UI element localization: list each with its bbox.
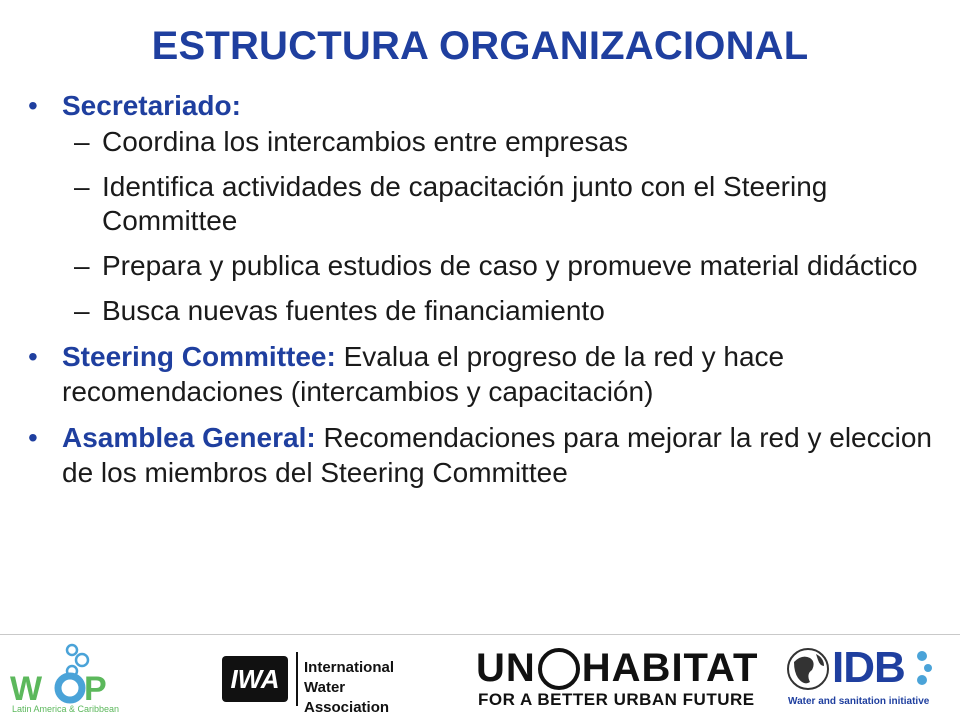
bullet-dot: • bbox=[28, 422, 38, 453]
bullet-secretariado bbox=[28, 88, 940, 328]
bullet-lead: Steering Committee: bbox=[62, 341, 336, 372]
iwa-line2: Water Association bbox=[304, 679, 390, 716]
un-globe-icon bbox=[538, 648, 580, 690]
bullet-dot: • bbox=[28, 90, 38, 121]
svg-text:P: P bbox=[84, 670, 107, 708]
globe-icon bbox=[786, 644, 830, 694]
idb-logo bbox=[786, 642, 936, 714]
sub-item: – Prepara y publica estudios de caso y promueve material didáctico bbox=[74, 250, 918, 281]
sub-list bbox=[62, 125, 940, 328]
bullet-text: Evalua el progreso de la red y hace recomendaciones (intercambios y capacitación) bbox=[62, 341, 785, 407]
slide-title: ESTRUCTURA ORGANIZACIONAL bbox=[151, 24, 809, 68]
un-text: UN bbox=[476, 646, 536, 690]
bullet-lead: Asamblea General: bbox=[62, 422, 316, 453]
iwa-line1: International bbox=[304, 659, 395, 676]
bullet-text: Recomendaciones para mejorar la red y eleccion de los miembros del Steering Committee bbox=[62, 422, 932, 488]
idb-tagline: Water and sanitation initiative bbox=[788, 696, 930, 707]
slide-content bbox=[28, 88, 940, 501]
iwa-mark: IWA bbox=[222, 656, 288, 702]
wop-subtitle: Latin America & Caribbean bbox=[12, 704, 120, 714]
bullet-asamblea-general bbox=[28, 420, 940, 490]
droplets-icon bbox=[916, 650, 936, 690]
footer-divider bbox=[0, 634, 960, 635]
wop-logo bbox=[6, 642, 126, 718]
iwa-logo bbox=[222, 650, 432, 716]
habitat-text: HABITAT bbox=[581, 646, 759, 690]
sub-item: – Busca nuevas fuentes de financiamiento bbox=[74, 295, 605, 326]
sub-item: – Coordina los intercambios entre empresas bbox=[74, 126, 629, 157]
bullet-dot: • bbox=[28, 341, 38, 372]
bullet-lead: Secretariado: bbox=[62, 90, 241, 121]
un-habitat-logo bbox=[476, 646, 766, 712]
svg-text:W: W bbox=[10, 670, 44, 708]
idb-text: IDB bbox=[832, 643, 905, 692]
bullet-steering-committee bbox=[28, 339, 940, 409]
un-habitat-tagline: FOR A BETTER URBAN FUTURE bbox=[478, 690, 755, 709]
sub-item: – Identifica actividades de capacitación junto con el Steering Committee bbox=[74, 171, 828, 236]
